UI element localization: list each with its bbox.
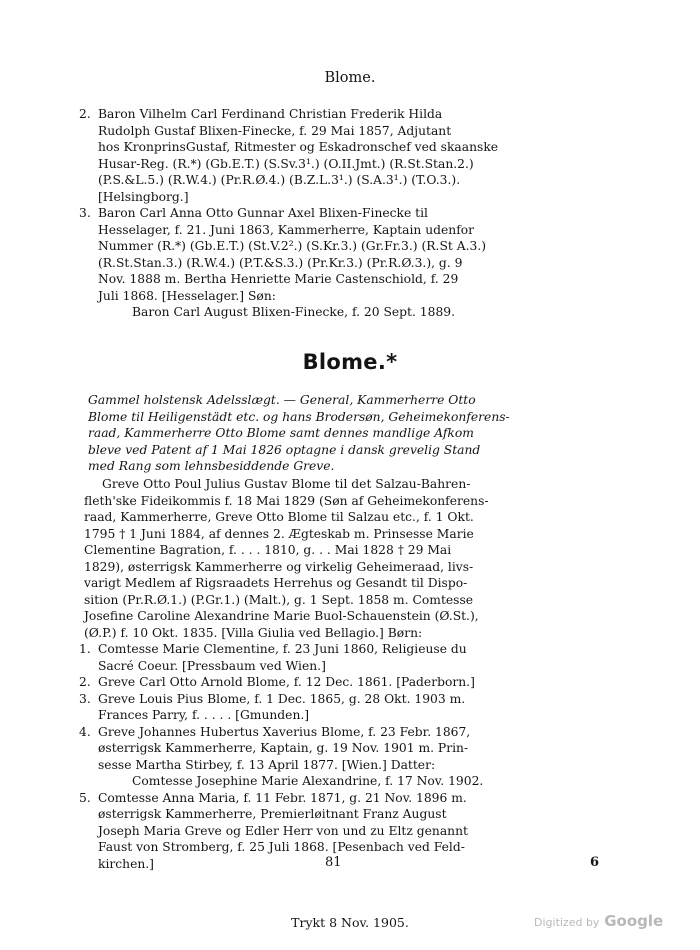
entry-line: Baron Vilhelm Carl Ferdinand Christian Frederik Hilda [98, 107, 443, 121]
main-entry [79, 476, 606, 872]
printed-date: Trykt 8 Nov. 1905. [291, 915, 409, 930]
main-line: Greve Otto Poul Julius Gustav Blome til det Salzau-Bahren- [102, 477, 471, 491]
intro-paragraph [88, 392, 604, 475]
main-line: (Ø.P.) f. 10 Okt. 1835. [Villa Giulia ved Bellagio.] Børn: [84, 625, 423, 640]
entry-line: Rudolph Gustaf Blixen-Finecke, f. 29 Mai 1857, Adjutant [98, 123, 452, 138]
entry-number: 2. [79, 107, 91, 121]
entry-3 [79, 205, 606, 321]
main-line: 1829), østerrigsk Kammerherre og virkelig Geheimeraad, livs- [84, 559, 474, 574]
entry-line: Juli 1868. [Hesselager.] Søn: [98, 288, 276, 303]
child-line: Frances Parry, f. . . . . [Gmunden.] [98, 708, 310, 722]
entry-line: Baron Carl Anna Otto Gunnar Axel Blixen-Finecke til [98, 206, 428, 220]
watermark-prefix: Digitized by [534, 916, 600, 929]
intro-line: med Rang som lehnsbesiddende Greve. [88, 459, 335, 473]
running-head: Blome. [324, 70, 376, 86]
intro-line: Gammel holstensk Adelsslægt. — General, Kammerherre Otto [88, 393, 476, 407]
son-line: Baron Carl August Blixen-Finecke, f. 20 Sept. 1889. [132, 305, 455, 319]
child-entry-2 [79, 674, 606, 691]
child-line: Greve Johannes Hubertus Xaverius Blome, f. 23 Febr. 1867, [98, 724, 471, 739]
section-title: Blome.* [302, 350, 398, 374]
watermark [534, 912, 663, 930]
section-blixen-finecke [79, 106, 606, 321]
child-entry-4 [79, 724, 606, 790]
child-entry-3 [79, 691, 606, 724]
child-line: Faust von Stromberg, f. 25 Juli 1868. [Pesenbach ved Feld- [98, 840, 465, 854]
child-number: 5. [79, 790, 91, 805]
child-line: Greve Louis Pius Blome, f. 1 Dec. 1865, g. 28 Okt. 1903 m. [98, 691, 466, 706]
child-entry-1 [79, 641, 606, 674]
main-line: fleth'ske Fideikommis f. 18 Mai 1829 (Søn af Geheimekonferens- [84, 493, 489, 508]
child-line: kirchen.] [98, 856, 154, 871]
main-line: varigt Medlem af Rigsraadets Herrehus og Gesandt til Dispo- [84, 576, 468, 590]
watermark-brand: Google [604, 912, 664, 930]
entry-line: Husar-Reg. (R.*) (Gb.E.T.) (S.Sv.3¹.) (O.II.Jmt.) (R.St.Stan.2.) [98, 156, 474, 171]
entry-line: Hesselager, f. 21. Juni 1863, Kammerherre, Kaptain udenfor [98, 222, 475, 237]
entry-2 [79, 106, 606, 205]
child-line: Joseph Maria Greve og Edler Herr von und zu Eltz genannt [98, 823, 468, 838]
main-line: sition (Pr.R.Ø.1.) (P.Gr.1.) (Malt.), g. 1 Sept. 1858 m. Comtesse [84, 592, 474, 607]
main-line: Josefine Caroline Alexandrine Marie Buol-Schauenstein (Ø.St.), [84, 609, 479, 623]
main-line: Clementine Bagration, f. . . . 1810, g. . . Mai 1828 † 29 Mai [84, 543, 452, 557]
entry-line: hos KronprinsGustaf, Ritmester og Eskadronschef ved skaanske [98, 140, 499, 154]
child-line: sesse Martha Stirbey, f. 13 April 1877. [Wien.] Datter: [98, 757, 436, 772]
child-line: østerrigsk Kammerherre, Premierløitnant Franz August [98, 807, 447, 821]
child-line: Sacré Coeur. [Pressbaum ved Wien.] [98, 658, 326, 673]
child-line: Comtesse Marie Clementine, f. 23 Juni 1860, Religieuse du [98, 642, 467, 656]
page-number: 81 [325, 855, 342, 870]
entry-line: Nov. 1888 m. Bertha Henriette Marie Castenschiold, f. 29 [98, 272, 459, 286]
entry-line: [Helsingborg.] [98, 189, 189, 204]
child-number: 3. [79, 691, 91, 706]
child-line: Comtesse Anna Maria, f. 11 Febr. 1871, g. 21 Nov. 1896 m. [98, 790, 467, 805]
entry-line: (R.St.Stan.3.) (R.W.4.) (P.T.&S.3.) (Pr.Kr.3.) (Pr.R.Ø.3.), g. 9 [98, 255, 463, 270]
child-number: 4. [79, 724, 91, 739]
signature-mark: 6 [590, 855, 600, 870]
child-entry-5 [79, 790, 606, 873]
entry-line: Nummer (R.*) (Gb.E.T.) (St.V.2².) (S.Kr.3.) (Gr.Fr.3.) (R.St A.3.) [98, 239, 487, 253]
intro-line: raad, Kammerherre Otto Blome samt dennes mandlige Afkom [88, 426, 474, 440]
daughter-line: Comtesse Josephine Marie Alexandrine, f. 17 Nov. 1902. [132, 774, 484, 788]
entry-number: 3. [79, 206, 91, 220]
intro-line: Blome til Heiligenstädt etc. og hans Brodersøn, Geheimekonferens- [88, 409, 510, 424]
child-line: østerrigsk Kammerherre, Kaptain, g. 19 Nov. 1901 m. Prin- [98, 741, 469, 755]
intro-line: bleve ved Patent af 1 Mai 1826 optagne i dansk grevelig Stand [88, 442, 481, 457]
child-number: 2. [79, 675, 91, 689]
main-line: raad, Kammerherre, Greve Otto Blome til Salzau etc., f. 1 Okt. [84, 510, 474, 524]
child-number: 1. [79, 642, 91, 656]
child-line: Greve Carl Otto Arnold Blome, f. 12 Dec. 1861. [Paderborn.] [98, 675, 475, 689]
entry-line: (P.S.&L.5.) (R.W.4.) (Pr.R.Ø.4.) (B.Z.L.3¹.) (S.A.3¹.) (T.O.3.). [98, 173, 461, 187]
main-line: 1795 † 1 Juni 1884, af dennes 2. Ægteskab m. Prinsesse Marie [84, 526, 474, 541]
